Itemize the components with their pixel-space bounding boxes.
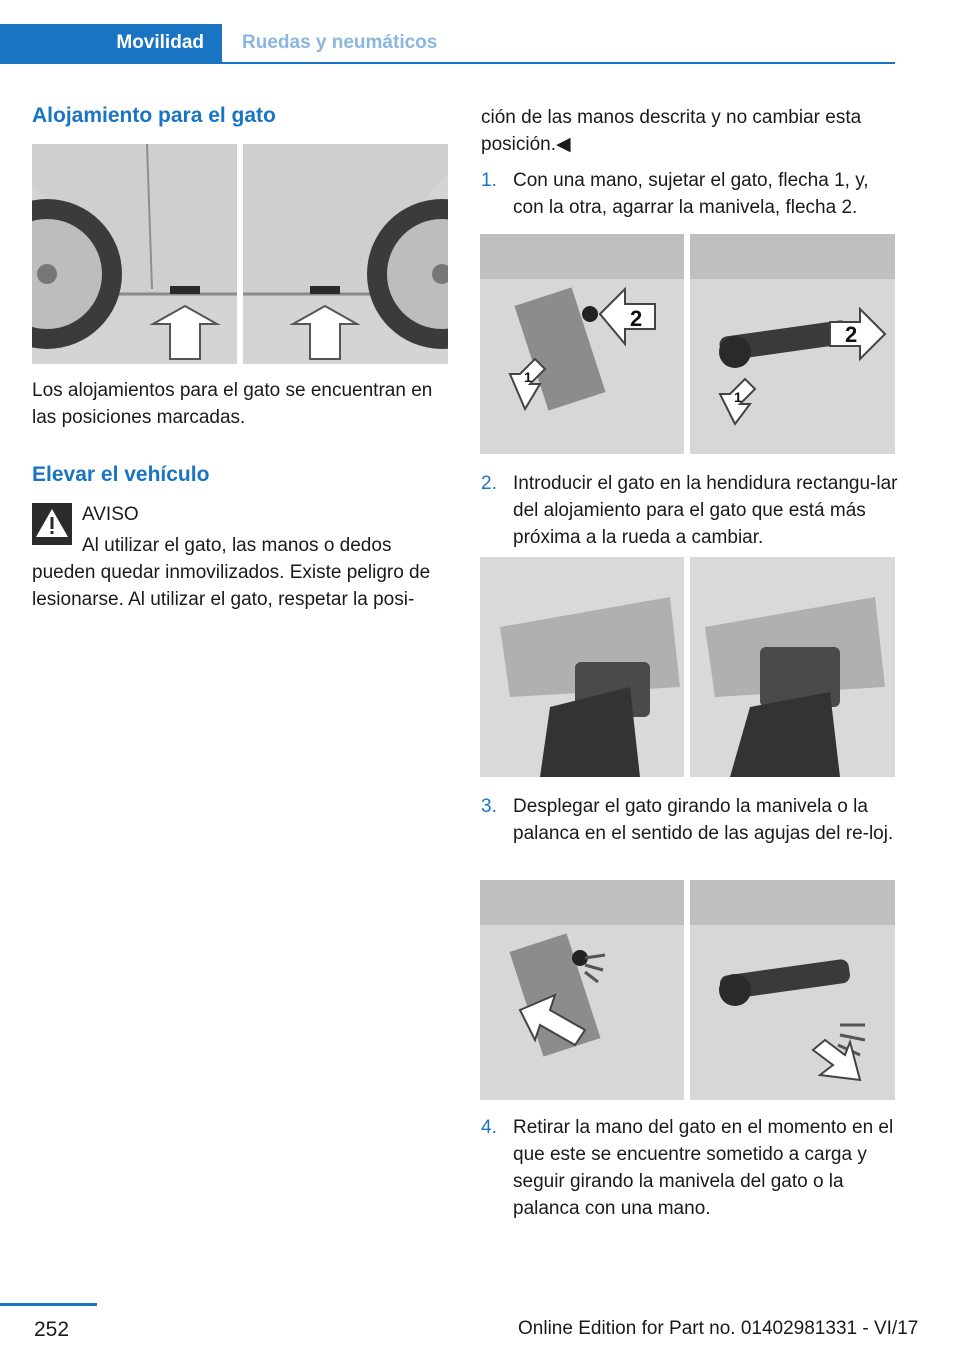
warning-title: AVISO — [82, 504, 139, 525]
step-3-number: 3. — [481, 796, 497, 817]
heading-elevar: Elevar el vehículo — [32, 463, 210, 486]
edition-info: Online Edition for Part no. 01402981331 - VI/17 — [518, 1318, 919, 1339]
tab-movilidad[interactable]: Movilidad — [0, 24, 222, 62]
tab-ruedas[interactable]: Ruedas y neumáticos — [242, 32, 438, 53]
para-alojamientos: Los alojamientos para el gato se encuentran en las posiciones marcadas. — [32, 380, 433, 428]
heading-alojamiento: Alojamiento para el gato — [32, 104, 276, 127]
step-2-text: Introducir el gato en la hendidura rectangu-lar del alojamiento para el gato que está más próxima a la rueda a cambiar. — [513, 473, 898, 548]
warning-continuation: ción de las manos descrita y no cambiar esta posición.◀ — [481, 107, 862, 155]
step-3-text: Desplegar el gato girando la manivela o la palanca en el sentido de las agujas del re-loj. — [513, 796, 894, 844]
fig-label-2a: 2 — [630, 306, 643, 331]
step-1-text: Con una mano, sujetar el gato, flecha 1, y, con la otra, agarrar la manivela, flecha 2. — [513, 170, 869, 218]
figure-jack-insert — [480, 557, 895, 777]
fig-label-1a: 1 — [524, 369, 532, 385]
figure-jack-unfold — [480, 880, 895, 1100]
step-2-number: 2. — [481, 473, 497, 494]
figure-jack-points — [32, 144, 448, 364]
step-4-number: 4. — [481, 1117, 497, 1138]
step-4-text: Retirar la mano del gato en el momento en el que este se encuentre sometido a carga y seguir girando la manivela del gato o la palanca con una mano. — [513, 1117, 894, 1219]
step-1-number: 1. — [481, 170, 497, 191]
page-number: 252 — [34, 1318, 70, 1341]
fig-label-2b: 2 — [845, 322, 858, 347]
figure-jack-hold — [480, 234, 895, 454]
footer-rule — [0, 1303, 97, 1306]
fig-label-1b: 1 — [734, 389, 742, 405]
header-tabs — [0, 24, 895, 64]
warning-text: Al utilizar el gato, las manos o dedos pueden quedar inmovilizados. Existe peligro de lesionarse. Al utilizar el gato, respetar la posi- — [32, 535, 431, 610]
